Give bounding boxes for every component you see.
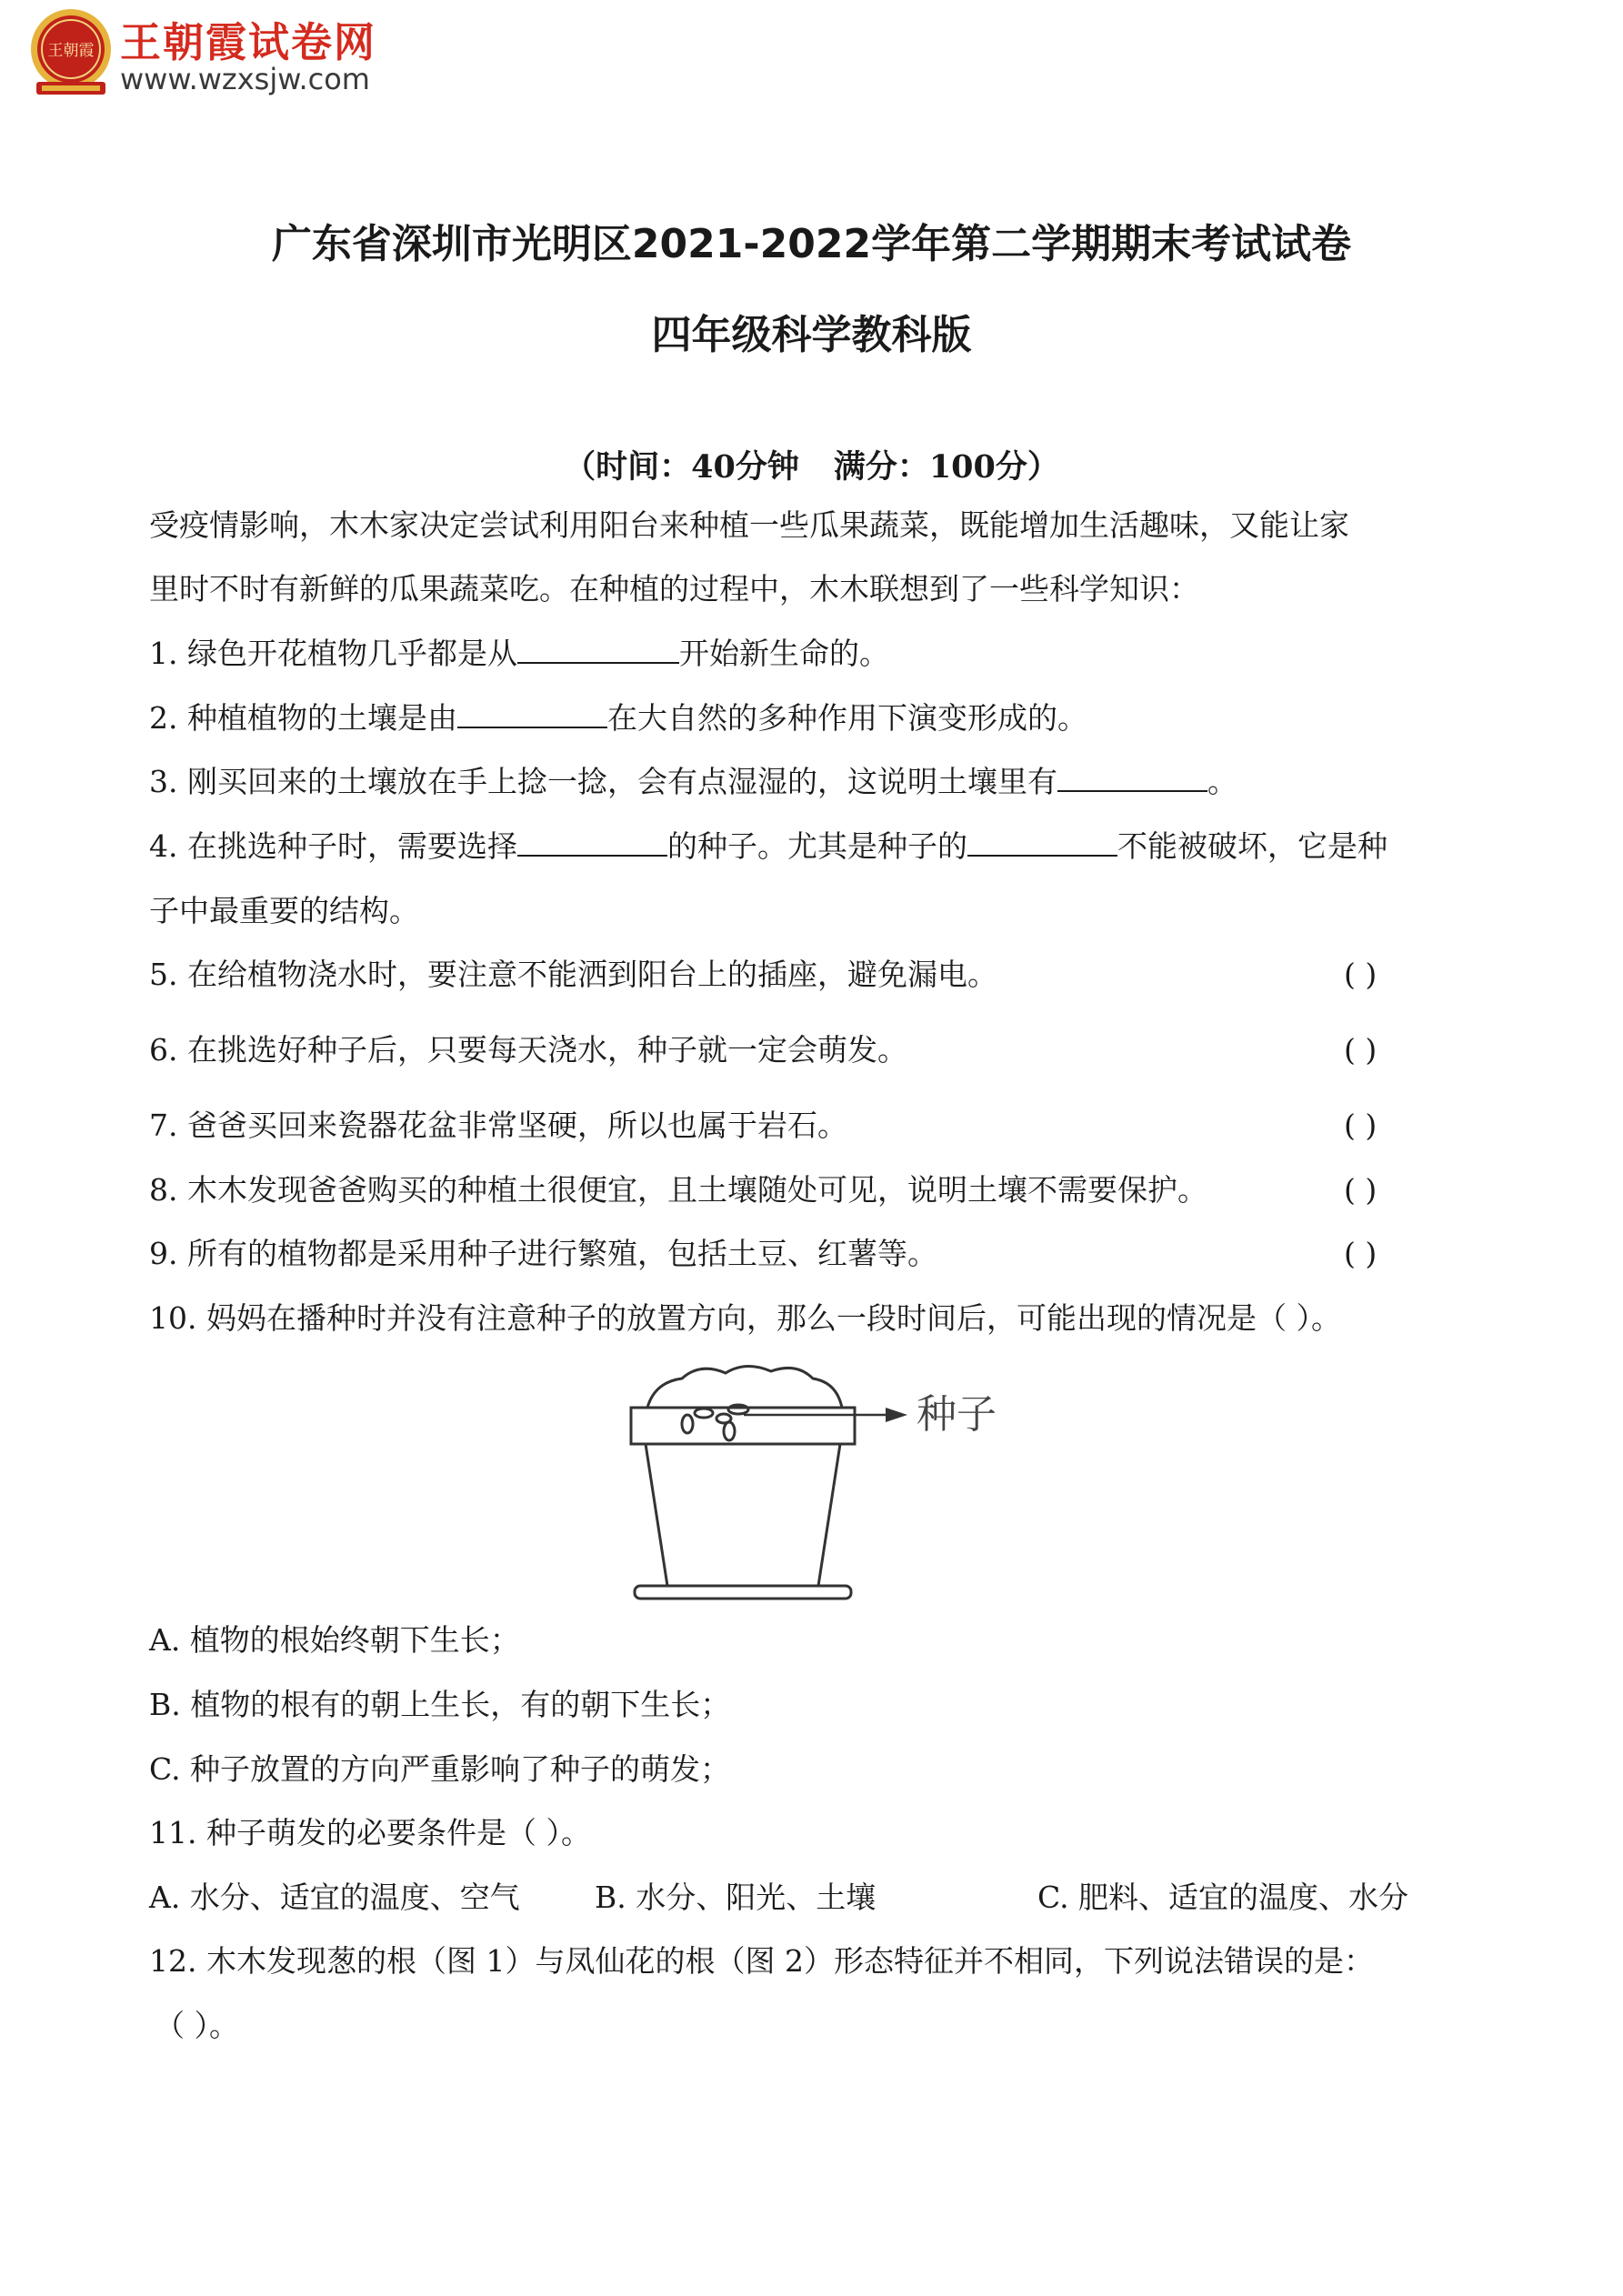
answer-paren[interactable]: ( )	[1344, 1236, 1378, 1271]
answer-paren[interactable]: ( )	[1344, 1172, 1378, 1208]
question-9: 9. 所有的植物都是采用种子进行繁殖，包括土豆、红薯等。	[149, 1236, 937, 1271]
site-url[interactable]: www.wzxsjw.com	[120, 62, 370, 96]
question-11-options	[149, 1878, 1408, 1918]
answer-blank[interactable]	[517, 827, 667, 857]
exam-time: （时间：40分钟	[564, 448, 799, 486]
seal-icon	[25, 5, 116, 100]
intro-line-2: 里时不时有新鲜的瓜果蔬菜吃。在种植的过程中，木木联想到了一些科学知识：	[149, 571, 1199, 607]
answer-blank[interactable]	[967, 827, 1117, 857]
question-6: 6. 在挑选好种子后，只要每天浇水，种子就一定会萌发。	[149, 1032, 907, 1068]
option-10a[interactable]: A. 植物的根始终朝下生长；	[149, 1622, 520, 1658]
figure-label: 种子	[917, 1391, 997, 1438]
question-7: 7. 爸爸买回来瓷器花盆非常坚硬，所以也属于岩石。	[149, 1108, 847, 1143]
question-4: 4. 在挑选种子时，需要选择 的种子。尤其是种子的 不能被破坏，它是种	[149, 828, 1388, 864]
seal-text: 王朝霞	[47, 42, 95, 60]
question-12-paren[interactable]: （ ）。	[155, 2008, 239, 2043]
question-10: 10. 妈妈在播种时并没有注意种子的放置方向，那么一段时间后，可能出现的情况是（ ）。	[149, 1300, 1341, 1336]
exam-title: 广东省深圳市光明区2021-2022学年第二学期期末考试试卷	[271, 221, 1352, 267]
flowerpot-figure	[618, 1359, 1037, 1604]
question-2: 2. 种植植物的土壤是由 在大自然的多种作用下演变形成的。	[149, 700, 1087, 736]
option-10b[interactable]: B. 植物的根有的朝上生长，有的朝下生长；	[149, 1687, 731, 1722]
option-11c[interactable]: C. 肥料、适宜的温度、水分	[1037, 1880, 1409, 1915]
question-11: 11. 种子萌发的必要条件是（ ）。	[149, 1815, 591, 1850]
exam-subtitle: 四年级科学教科版	[651, 312, 972, 358]
exam-score: 满分：100分）	[833, 448, 1059, 486]
question-8: 8. 木木发现爸爸购买的种植土很便宜，且土壤随处可见，说明土壤不需要保护。	[149, 1172, 1207, 1208]
intro-line-1: 受疫情影响，木木家决定尝试利用阳台来种植一些瓜果蔬菜，既能增加生活趣味，又能让家	[149, 507, 1349, 543]
answer-blank[interactable]	[517, 635, 679, 664]
question-12: 12. 木木发现葱的根（图 1）与凤仙花的根（图 2）形态特征并不相同，下列说法错误的是：	[149, 1943, 1374, 1979]
exam-meta	[0, 442, 1623, 487]
question-1: 1. 绿色开花植物几乎都是从 开始新生命的。	[149, 636, 889, 671]
option-11a[interactable]: A. 水分、适宜的温度、空气	[149, 1880, 520, 1915]
answer-blank[interactable]	[457, 699, 607, 728]
answer-paren[interactable]: ( )	[1344, 957, 1378, 992]
site-logo	[25, 5, 407, 105]
question-4-cont: 子中最重要的结构。	[149, 893, 419, 928]
answer-paren[interactable]: ( )	[1344, 1108, 1378, 1143]
answer-paren[interactable]: ( )	[1344, 1032, 1378, 1068]
question-5: 5. 在给植物浇水时，要注意不能洒到阳台上的插座，避免漏电。	[149, 957, 997, 992]
option-11b[interactable]: B. 水分、阳光、土壤	[595, 1880, 877, 1915]
answer-blank[interactable]	[1057, 763, 1207, 792]
question-3: 3. 刚买回来的土壤放在手上捻一捻，会有点湿湿的，这说明土壤里有 。	[149, 764, 1237, 799]
option-10c[interactable]: C. 种子放置的方向严重影响了种子的萌发；	[149, 1751, 731, 1787]
brand-name: 王朝霞试卷网	[120, 18, 377, 66]
